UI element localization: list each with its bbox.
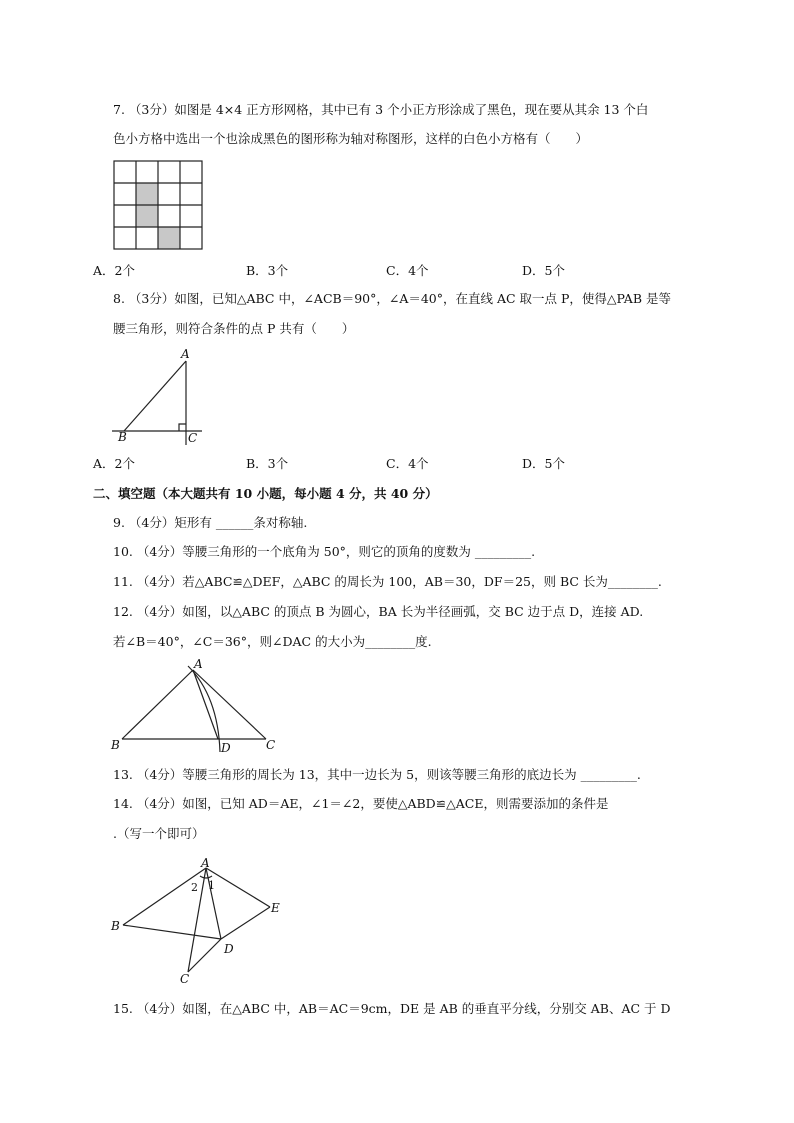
q7-shaded-cell [136, 205, 158, 227]
q8-option-b: B．3个 [246, 456, 289, 471]
section-heading: 二、填空题（本大题共有 10 小题，每小题 4 分，共 40 分） [93, 486, 438, 501]
q14-label-b: B [111, 919, 120, 933]
q15: 15. （4分）如图，在△ABC 中，AB＝AC＝9cm，DE 是 AB 的垂直平分线，分别交 AB、AC 于 D [113, 1001, 671, 1016]
q7-option-a: A．2个 [93, 263, 135, 278]
q12-label-a: A [194, 657, 203, 671]
q8-option-c: C．4个 [386, 456, 429, 471]
q12-triangle-figure [108, 656, 283, 756]
q8-option-a: A．2个 [93, 456, 135, 471]
q8-line2: 腰三角形，则符合条件的点 P 共有（ ） [113, 321, 355, 336]
q14-label-c: C [180, 972, 190, 986]
q12-label-d: D [221, 741, 231, 755]
q10: 10. （4分）等腰三角形的一个底角为 50°，则它的顶角的度数为 _________. [113, 544, 536, 559]
q14-figure [108, 852, 288, 987]
q14-line1: 14. （4分）如图，已知 AD＝AE，∠1＝∠2，要使△ABD≌△ACE，则需要添加的条件是 [113, 796, 609, 811]
q12-label-c: C [266, 738, 276, 752]
q8-label-c: C [188, 431, 198, 445]
q12-line2: 若∠B＝40°，∠C＝36°，则∠DAC 的大小为________度. [113, 634, 432, 649]
q12-label-b: B [111, 738, 120, 752]
q9: 9. （4分）矩形有 ______条对称轴. [113, 515, 308, 530]
q8-label-b: B [118, 430, 127, 444]
q12-line1: 12. （4分）如图，以△ABC 的顶点 B 为圆心，BA 长为半径画弧，交 BC 边于点 D，连接 AD. [113, 604, 644, 619]
q11: 11. （4分）若△ABC≌△DEF，△ABC 的周长为 100，AB＝30，DF＝25，则 BC 长为________. [113, 574, 662, 589]
q8-line1: 8. （3分）如图，已知△ABC 中，∠ACB＝90°，∠A＝40°，在直线 AC 取一点 P，使得△PAB 是等 [113, 291, 671, 306]
q7-shaded-cell [158, 227, 180, 249]
q7-option-d: D．5个 [522, 263, 565, 278]
q8-triangle-figure [110, 345, 210, 447]
q7-option-b: B．3个 [246, 263, 289, 278]
q14-label-e: E [271, 901, 280, 915]
q7-line1: 7. （3分）如图是 4×4 正方形网格，其中已有 3 个小正方形涂成了黑色，现在要从其余 13 个白 [113, 102, 649, 117]
q14-label-a: A [201, 856, 210, 870]
q7-grid-figure [113, 160, 203, 250]
q14-angle-2: 2 [191, 881, 198, 894]
q14-angle-1: 1 [208, 879, 215, 892]
q8-label-a: A [181, 347, 190, 361]
q14-line2: .（写一个即可） [113, 826, 205, 841]
q7-line2: 色小方格中选出一个也涂成黑色的图形称为轴对称图形，这样的白色小方格有（ ） [113, 131, 589, 146]
q7-option-c: C．4个 [386, 263, 429, 278]
q13: 13. （4分）等腰三角形的周长为 13，其中一边长为 5，则该等腰三角形的底边长为 _________. [113, 767, 641, 782]
q8-option-d: D．5个 [522, 456, 565, 471]
q14-label-d: D [224, 942, 234, 956]
q7-shaded-cell [136, 183, 158, 205]
